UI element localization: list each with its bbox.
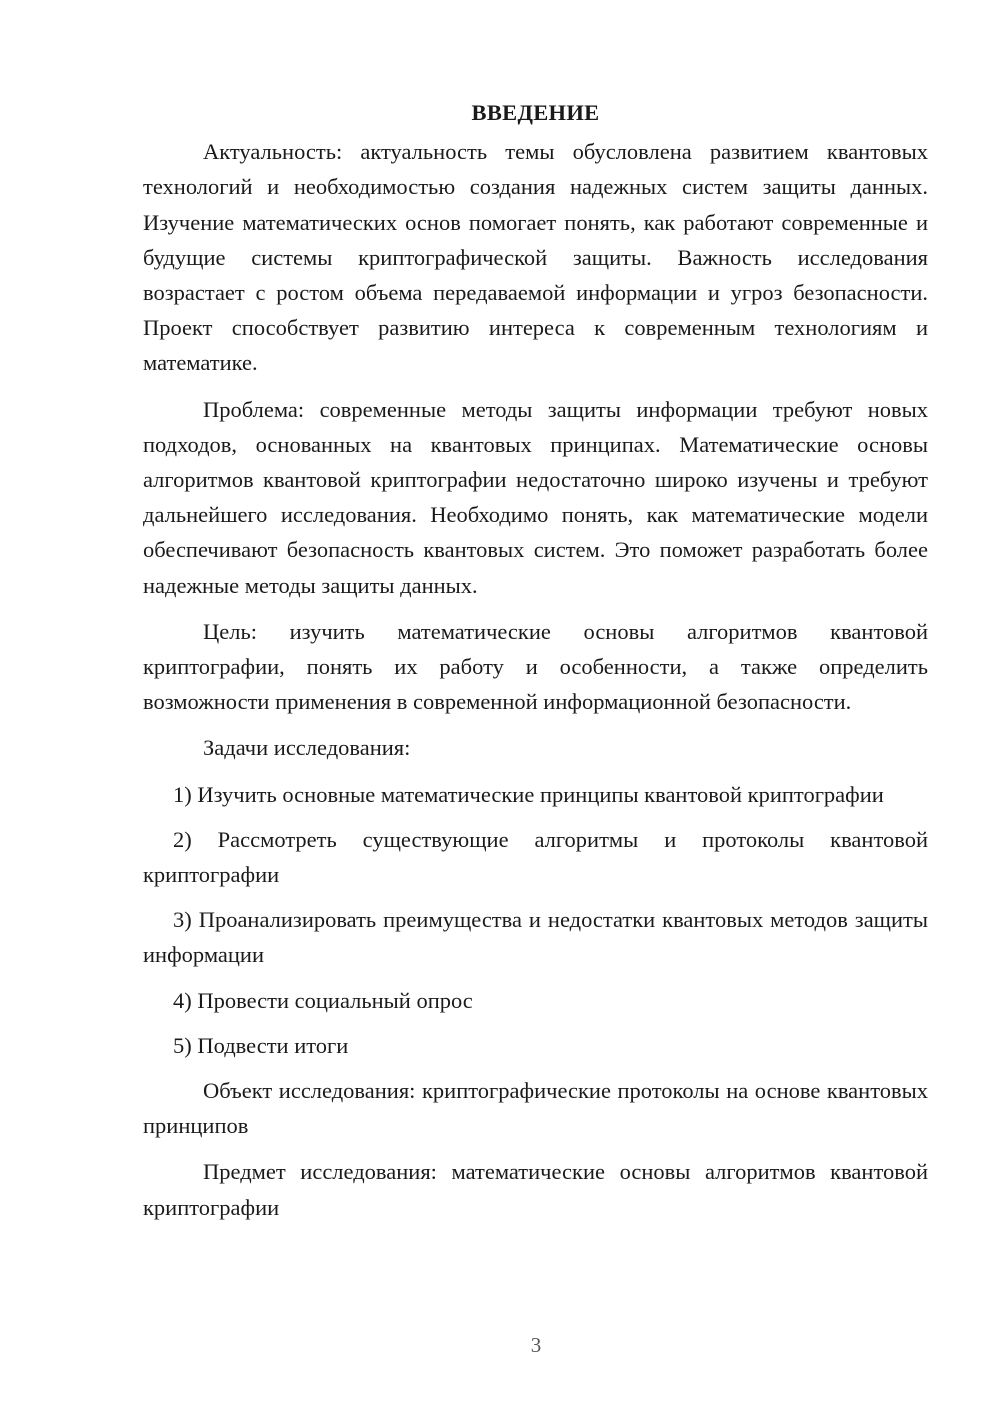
document-page (143, 95, 928, 1236)
object-paragraph: Объект исследования: криптографические протоколы на основе квантовых принципов (143, 1078, 928, 1139)
section-title: ВВЕДЕНИЕ (471, 100, 600, 125)
task-item-2: 2) Рассмотреть существующие алгоритмы и протоколы квантовой криптографии (143, 826, 928, 888)
goal-paragraph: Цель: изучить математические основы алгоритмов квантовой криптографии, понять их работу и особенности, а также определить возможности применения в современной информационной безопасности. (143, 618, 928, 715)
problem-paragraph: Проблема: современные методы защиты информации требуют новых подходов, основанных на квантовых принципах. Математические основы алгоритмов квантовой криптографии недостаточно широко изучены и требуют дальнейшего исследования. Необходимо понять, как математические модели обеспечивают безопасность квантовых систем. Это поможет разработать более надежные методы защиты данных. (143, 396, 928, 598)
page-number: 3 (530, 1333, 542, 1357)
subject-paragraph: Предмет исследования: математические основы алгоритмов квантовой криптографии (143, 1159, 928, 1220)
relevance-paragraph: Актуальность: актуальность темы обусловлена развитием квантовых технологий и необходимостью создания надежных систем защиты данных. Изучение математических основ помогает понять, как работают современные и будущие системы криптографической защиты. Важность исследования возрастает с ростом объема передаваемой информации и угроз безопасности. Проект способствует развитию интереса к современным технологиям и математике. (143, 139, 928, 376)
tasks-heading: Задачи исследования: (203, 735, 411, 761)
task-item-4: 4) Провести социальный опрос (173, 987, 473, 1013)
task-item-3: 3) Проанализировать преимущества и недостатки квантовых методов защиты информации (143, 907, 928, 968)
task-item-1: 1) Изучить основные математические принципы квантовой криптографии (173, 781, 884, 807)
task-item-5: 5) Подвести итоги (173, 1032, 349, 1058)
